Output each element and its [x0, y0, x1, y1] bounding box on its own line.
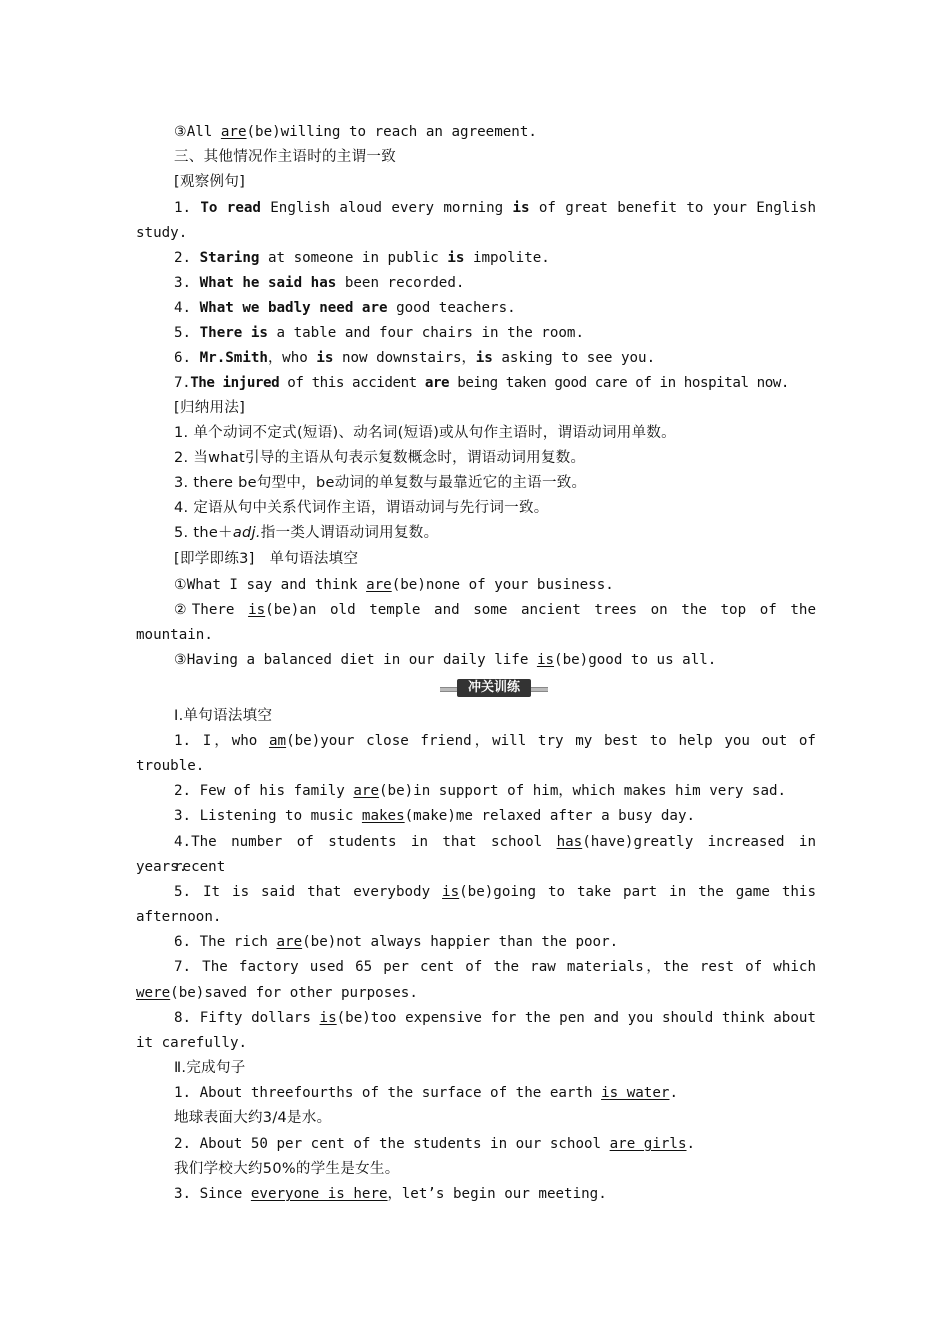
part-1-question-1: 1. I，who am(be)your close friend，will try my best to help you out of	[174, 733, 816, 749]
part-1-question-3: 3. Listening to music makes(make)me relaxed after a busy day.	[174, 808, 696, 824]
section-heading: 三、其他情况作主语时的主谓一致	[174, 149, 396, 165]
part-1-question-6: 6. The rich are(be)not always happier than the poor.	[174, 934, 619, 950]
example-sentence-7: 7.The injured of this accident are being taken good care of in hospital now.	[174, 375, 789, 391]
example-sentence-6: 6. Mr.Smith，who is now downstairs，is asking to see you.	[174, 350, 656, 366]
rule-1: 1. 单个动词不定式(短语)、动名词(短语)或从句作主语时，谓语动词用单数。	[174, 425, 676, 441]
answer-blank: were	[136, 985, 171, 1001]
part-2-question-2: 2. About 50 per cent of the students in our school are girls.	[174, 1136, 696, 1152]
practice-3-question-2: ②There is(be)an old temple and some ancient trees on the top of the	[174, 602, 817, 618]
banner-title: 冲关训练	[457, 679, 531, 697]
rule-5: 5. the＋adj.指一类人谓语动词用复数。	[174, 525, 439, 541]
rule-4: 4. 定语从句中关系代词作主语，谓语动词与先行词一致。	[174, 500, 549, 516]
answer-blank: are	[220, 124, 247, 140]
answer-blank: is	[536, 652, 555, 668]
part-1-question-4: 4.The number of students in that school has(have)greatly increased in recent	[174, 834, 816, 875]
part-2-question-3: 3. Since everyone is here，let’s begin our meeting.	[174, 1186, 607, 1202]
practice-3-question-1: ①What I say and think are(be)none of your business.	[174, 577, 614, 593]
part-1-question-4-continued: years.	[136, 859, 188, 875]
example-sentence-1-continued: study.	[136, 225, 188, 241]
example-sentence-3: 3. What he said has been recorded.	[174, 275, 465, 291]
part-2-question-1-translation: 地球表面大约3/4是水。	[174, 1110, 332, 1126]
part-1-question-2: 2. Few of his family are(be)in support of him，which makes him very sad.	[174, 783, 787, 799]
example-sentence-4: 4. What we badly need are good teachers.	[174, 300, 516, 316]
example-sentence-2: 2. Staring at someone in public is impolite.	[174, 250, 550, 266]
part-1-question-1-continued: trouble.	[136, 758, 205, 774]
practice-3-question-3: ③Having a balanced diet in our daily life is(be)good to us all.	[174, 652, 717, 668]
rule-2: 2. 当what引导的主语从句表示复数概念时，谓语动词用复数。	[174, 450, 586, 466]
answer-blank: everyone is here	[250, 1186, 388, 1202]
answer-blank: has	[556, 834, 583, 850]
example-sentence-5: 5. There is a table and four chairs in the room.	[174, 325, 585, 341]
observe-label: [观察例句]	[174, 174, 246, 190]
part-1-question-5: 5. It is said that everybody is(be)going to take part in the game this	[174, 884, 816, 900]
part-2-label: Ⅱ.完成句子	[174, 1060, 246, 1076]
section-banner	[440, 679, 548, 697]
answer-blank: are	[353, 783, 379, 799]
answer-blank: am	[268, 733, 287, 749]
example-sentence-1: 1. To read English aloud every morning is of great benefit to your English	[174, 200, 817, 216]
rule-3: 3. there be句型中，be动词的单复数与最靠近它的主语一致。	[174, 475, 587, 491]
part-1-question-8-continued: it carefully.	[136, 1035, 248, 1051]
answer-blank: is water	[601, 1085, 670, 1101]
part-1-label: Ⅰ.单句语法填空	[174, 708, 273, 724]
part-2-question-2-translation: 我们学校大约50%的学生是女生。	[174, 1161, 400, 1177]
part-1-question-7-continued: were(be)saved for other purposes.	[136, 985, 418, 1001]
part-2-question-1: 1. About threefourths of the surface of the earth is water.	[174, 1085, 678, 1101]
answer-blank: are	[276, 934, 303, 950]
part-1-question-5-continued: afternoon.	[136, 909, 222, 925]
answer-blank: are	[366, 577, 392, 593]
answer-blank: is	[319, 1010, 337, 1026]
answer-blank: is	[248, 602, 266, 618]
answer-blank: are girls	[609, 1136, 687, 1152]
practice-3-question-2-continued: mountain.	[136, 627, 213, 643]
answer-blank: makes	[361, 808, 405, 824]
part-1-question-8: 8. Fifty dollars is(be)too expensive for the pen and you should think about	[174, 1010, 816, 1026]
part-1-question-7: 7. The factory used 65 per cent of the raw materials，the rest of which	[174, 959, 816, 975]
exercise-2-question-3: ③All are(be)willing to reach an agreement.	[174, 124, 537, 140]
practice-3-label: [即学即练3] 单句语法填空	[174, 551, 359, 567]
summary-label: [归纳用法]	[174, 400, 246, 416]
answer-blank: is	[442, 884, 460, 900]
